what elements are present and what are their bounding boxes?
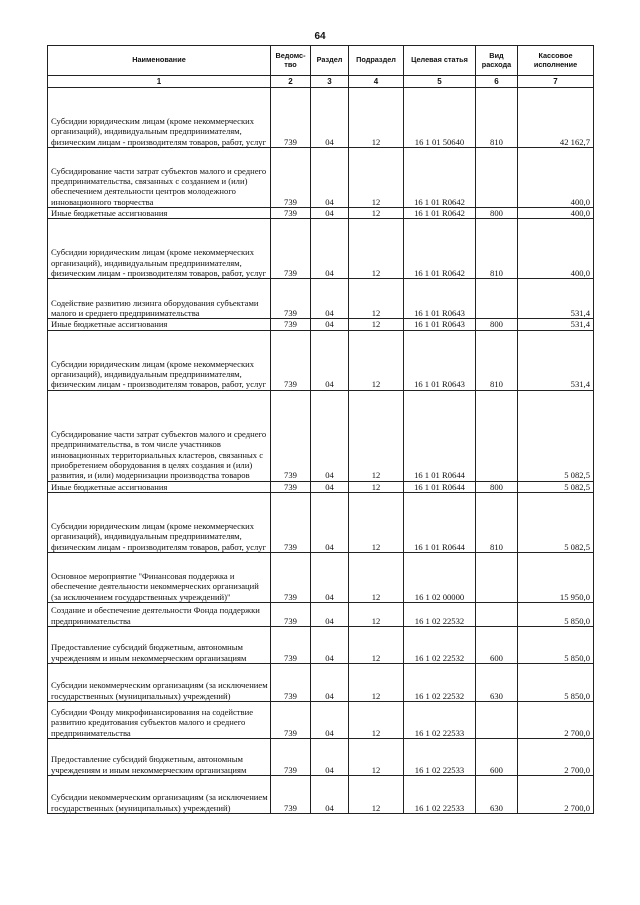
table-row: [48, 701, 594, 738]
cell-target: 16 1 02 22533: [404, 775, 476, 813]
cell-amount: 2 700,0: [518, 775, 594, 813]
cell-type: 600: [476, 738, 518, 775]
table-row: [48, 330, 594, 390]
cell-section: 04: [311, 279, 349, 319]
cell-amount: 2 700,0: [518, 738, 594, 775]
column-number: 3: [311, 76, 349, 88]
column-number: 4: [349, 76, 404, 88]
table-row: [48, 148, 594, 208]
cell-subsection: 12: [349, 148, 404, 208]
header-name: Наименование: [48, 46, 271, 76]
cell-name: Иные бюджетные ассигнования: [48, 208, 271, 219]
column-number-row: [48, 76, 594, 88]
cell-amount: 400,0: [518, 219, 594, 279]
cell-name: Субсидии юридическим лицам (кроме некоммерческих организаций), индивидуальным предпринимателям, физическим лицам - производителям товаров, работ, услуг: [48, 492, 271, 552]
cell-subsection: 12: [349, 319, 404, 330]
cell-type: [476, 148, 518, 208]
cell-dept: 739: [271, 626, 311, 663]
column-number: 2: [271, 76, 311, 88]
header-target: Целевая статья: [404, 46, 476, 76]
cell-dept: 739: [271, 602, 311, 626]
cell-dept: 739: [271, 208, 311, 219]
cell-name: Субсидии некоммерческим организациям (за исключением государственных (муниципальных) учреждений): [48, 775, 271, 813]
cell-dept: 739: [271, 319, 311, 330]
table-row: [48, 552, 594, 602]
cell-section: 04: [311, 738, 349, 775]
header-subsection: Подраздел: [349, 46, 404, 76]
cell-name: Создание и обеспечение деятельности Фонда поддержки предпринимательства: [48, 602, 271, 626]
cell-target: 16 1 01 R0644: [404, 481, 476, 492]
column-number: 5: [404, 76, 476, 88]
table-row: [48, 88, 594, 148]
cell-type: 810: [476, 88, 518, 148]
table-row: [48, 208, 594, 219]
cell-target: 16 1 01 R0642: [404, 148, 476, 208]
cell-amount: 42 162,7: [518, 88, 594, 148]
cell-dept: 739: [271, 552, 311, 602]
table-row: [48, 738, 594, 775]
cell-section: 04: [311, 390, 349, 481]
cell-target: 16 1 01 R0642: [404, 208, 476, 219]
header-type: Вид расхода: [476, 46, 518, 76]
cell-subsection: 12: [349, 775, 404, 813]
table-row: [48, 775, 594, 813]
cell-target: 16 1 02 22533: [404, 738, 476, 775]
cell-amount: 400,0: [518, 208, 594, 219]
cell-name: Субсидии некоммерческим организациям (за исключением государственных (муниципальных) учреждений): [48, 663, 271, 701]
cell-dept: 739: [271, 219, 311, 279]
header-amount: Кассовое исполнение: [518, 46, 594, 76]
table-row: [48, 602, 594, 626]
table-row: [48, 279, 594, 319]
cell-type: [476, 279, 518, 319]
cell-target: 16 1 01 R0642: [404, 219, 476, 279]
cell-target: 16 1 01 R0643: [404, 330, 476, 390]
cell-type: 800: [476, 481, 518, 492]
cell-subsection: 12: [349, 626, 404, 663]
cell-subsection: 12: [349, 481, 404, 492]
cell-name: Предоставление субсидий бюджетным, автономным учреждениям и иным некоммерческим организациям: [48, 626, 271, 663]
cell-amount: 5 850,0: [518, 602, 594, 626]
cell-dept: 739: [271, 775, 311, 813]
cell-name: Основное мероприятие "Финансовая поддержка и обеспечение деятельности некоммерческих организаций (за исключением государственных учреждений)": [48, 552, 271, 602]
cell-name: Субсидирование части затрат субъектов малого и среднего предпринимательства, связанных с созданием и (или) обеспечением деятельности центров молодежного инновационного творчества: [48, 148, 271, 208]
cell-name: Субсидирование части затрат субъектов малого и среднего предпринимательства, в том числе участников инновационных территориальных кластеров, связанных с приобретением оборудования в целях создания и (или) развития, и (или) модернизации производства товаров: [48, 390, 271, 481]
cell-subsection: 12: [349, 701, 404, 738]
cell-dept: 739: [271, 738, 311, 775]
page-number: 64: [314, 31, 326, 42]
column-number: 1: [48, 76, 271, 88]
header-dept: Ведомс-тво: [271, 46, 311, 76]
table-row: [48, 219, 594, 279]
cell-dept: 739: [271, 663, 311, 701]
cell-subsection: 12: [349, 552, 404, 602]
cell-target: 16 1 01 50640: [404, 88, 476, 148]
cell-subsection: 12: [349, 330, 404, 390]
cell-name: Субсидии юридическим лицам (кроме некоммерческих организаций), индивидуальным предпринимателям, физическим лицам - производителям товаров, работ, услуг: [48, 88, 271, 148]
cell-type: [476, 552, 518, 602]
cell-subsection: 12: [349, 208, 404, 219]
cell-section: 04: [311, 492, 349, 552]
cell-dept: 739: [271, 88, 311, 148]
cell-section: 04: [311, 626, 349, 663]
table-row: [48, 626, 594, 663]
cell-section: 04: [311, 148, 349, 208]
cell-subsection: 12: [349, 390, 404, 481]
table-row: [48, 663, 594, 701]
table-body: [48, 88, 594, 814]
cell-section: 04: [311, 319, 349, 330]
cell-dept: 739: [271, 390, 311, 481]
cell-amount: 5 082,5: [518, 492, 594, 552]
cell-section: 04: [311, 88, 349, 148]
cell-type: 810: [476, 492, 518, 552]
cell-amount: 15 950,0: [518, 552, 594, 602]
cell-section: 04: [311, 219, 349, 279]
cell-section: 04: [311, 602, 349, 626]
column-number: 7: [518, 76, 594, 88]
cell-target: 16 1 02 22532: [404, 626, 476, 663]
cell-subsection: 12: [349, 492, 404, 552]
table-row: [48, 492, 594, 552]
cell-name: Субсидии юридическим лицам (кроме некоммерческих организаций), индивидуальным предпринимателям, физическим лицам - производителям товаров, работ, услуг: [48, 219, 271, 279]
cell-type: 630: [476, 775, 518, 813]
cell-type: 810: [476, 219, 518, 279]
cell-target: 16 1 02 22532: [404, 602, 476, 626]
cell-section: 04: [311, 330, 349, 390]
cell-subsection: 12: [349, 663, 404, 701]
cell-target: 16 1 01 R0644: [404, 390, 476, 481]
cell-type: [476, 390, 518, 481]
cell-type: 800: [476, 208, 518, 219]
cell-dept: 739: [271, 701, 311, 738]
budget-table: [47, 45, 594, 814]
cell-section: 04: [311, 208, 349, 219]
cell-target: 16 1 01 R0643: [404, 319, 476, 330]
cell-section: 04: [311, 701, 349, 738]
cell-dept: 739: [271, 481, 311, 492]
header-section: Раздел: [311, 46, 349, 76]
cell-target: 16 1 02 00000: [404, 552, 476, 602]
cell-target: 16 1 01 R0644: [404, 492, 476, 552]
cell-section: 04: [311, 552, 349, 602]
cell-amount: 2 700,0: [518, 701, 594, 738]
cell-name: Субсидии Фонду микрофинансирования на содействие развитию кредитования субъектов малого и среднего предпринимательства: [48, 701, 271, 738]
cell-amount: 531,4: [518, 319, 594, 330]
cell-amount: 5 850,0: [518, 626, 594, 663]
cell-type: [476, 602, 518, 626]
table-row: [48, 390, 594, 481]
cell-section: 04: [311, 481, 349, 492]
cell-type: 810: [476, 330, 518, 390]
cell-subsection: 12: [349, 738, 404, 775]
cell-dept: 739: [271, 279, 311, 319]
cell-type: [476, 701, 518, 738]
cell-subsection: 12: [349, 279, 404, 319]
cell-amount: 531,4: [518, 279, 594, 319]
cell-target: 16 1 02 22532: [404, 663, 476, 701]
cell-dept: 739: [271, 330, 311, 390]
cell-name: Предоставление субсидий бюджетным, автономным учреждениям и иным некоммерческим организациям: [48, 738, 271, 775]
cell-amount: 5 850,0: [518, 663, 594, 701]
cell-target: 16 1 02 22533: [404, 701, 476, 738]
cell-section: 04: [311, 775, 349, 813]
cell-type: 630: [476, 663, 518, 701]
cell-name: Содействие развитию лизинга оборудования субъектами малого и среднего предпринимательства: [48, 279, 271, 319]
cell-subsection: 12: [349, 219, 404, 279]
cell-amount: 400,0: [518, 148, 594, 208]
cell-type: 600: [476, 626, 518, 663]
cell-amount: 5 082,5: [518, 481, 594, 492]
cell-name: Иные бюджетные ассигнования: [48, 319, 271, 330]
cell-amount: 531,4: [518, 330, 594, 390]
cell-section: 04: [311, 663, 349, 701]
cell-dept: 739: [271, 148, 311, 208]
cell-name: Субсидии юридическим лицам (кроме некоммерческих организаций), индивидуальным предпринимателям, физическим лицам - производителям товаров, работ, услуг: [48, 330, 271, 390]
header-row: [48, 46, 594, 76]
cell-name: Иные бюджетные ассигнования: [48, 481, 271, 492]
table-row: [48, 319, 594, 330]
cell-type: 800: [476, 319, 518, 330]
cell-target: 16 1 01 R0643: [404, 279, 476, 319]
cell-dept: 739: [271, 492, 311, 552]
table-row: [48, 481, 594, 492]
column-number: 6: [476, 76, 518, 88]
cell-subsection: 12: [349, 602, 404, 626]
cell-amount: 5 082,5: [518, 390, 594, 481]
cell-subsection: 12: [349, 88, 404, 148]
